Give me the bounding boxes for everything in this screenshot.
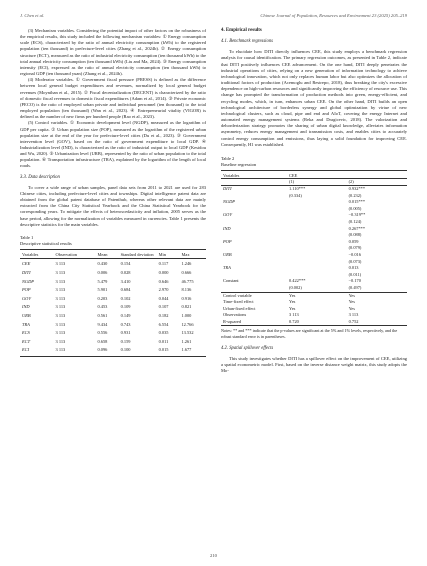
table1-cell: 3 113: [55, 321, 66, 327]
table2-cell: 0.267***: [348, 225, 366, 231]
table1-cell: 0.107: [158, 304, 169, 310]
table2-row: [221, 206, 407, 213]
table1-cell: NGDP: [22, 278, 34, 284]
table2-cell: [221, 245, 287, 252]
table2-cell: [287, 226, 347, 233]
table1-row: [20, 339, 206, 348]
table2-row: [221, 199, 407, 206]
table1-cell: 0.109: [120, 304, 131, 310]
table2-cell: 0.059: [348, 238, 359, 244]
table1-cell: 0.821: [181, 304, 192, 310]
table2-cell: [221, 193, 287, 200]
table2-cell: 0.932***: [348, 186, 366, 191]
table2-col1-header: (1): [287, 179, 347, 186]
table1-cell: 0.203: [97, 295, 108, 301]
table1-cell: 0.561: [97, 313, 108, 318]
table2-row: [221, 252, 407, 259]
table1-cell: 0.100: [120, 347, 131, 353]
table1-row: [20, 296, 206, 305]
table2-cell: [221, 206, 287, 213]
page-number: 210: [210, 553, 217, 558]
table2-cell: (0.079): [348, 245, 362, 251]
section-heading-4-2: 4.2. Spatial spillover effects: [221, 345, 274, 351]
table2-cell: (0.497): [348, 284, 362, 290]
table1-cell: 13.532: [181, 330, 194, 336]
table2-cell: DITI: [223, 186, 232, 191]
table2-baseline-regression: [221, 170, 407, 327]
table2-cell: [221, 219, 287, 226]
table1-header-cell: Observation: [54, 249, 96, 259]
table2-summary-cell: Yes: [289, 299, 296, 305]
table2-cell: [221, 232, 287, 239]
table2-summary-cell: 0.752: [348, 318, 359, 324]
table2-cell: IND: [223, 225, 231, 231]
table1-cell: 3 113: [55, 347, 66, 353]
table1-cell: 3 113: [55, 304, 66, 310]
table1-row: [20, 322, 206, 331]
table1-cell: 5.479: [97, 278, 108, 284]
table2-title: Baseline regression: [221, 161, 257, 167]
table1-cell: 0.096: [97, 347, 108, 353]
table2-blank-header: [221, 179, 287, 186]
table1-row: [20, 330, 206, 339]
table1-cell: 0.035: [158, 330, 169, 336]
table1-cell: 0.117: [158, 261, 169, 267]
table1-cell: 5.901: [97, 287, 108, 293]
table1-cell: 3 113: [55, 278, 66, 284]
table2-cell: [287, 265, 347, 272]
table2-cell: (0.232): [348, 192, 362, 198]
table1-cell: 1.677: [181, 347, 192, 353]
table1-label: Table 1: [20, 234, 34, 240]
table2-variables-header: Variables: [223, 172, 240, 178]
table2-cell: [287, 206, 347, 213]
table1-cell: 1.246: [181, 261, 192, 267]
table1-row: [20, 259, 206, 270]
table1-cell: 0.044: [158, 295, 169, 301]
table1-cell: 3 113: [55, 338, 66, 344]
table2-cell: −0.016: [348, 251, 361, 257]
paragraph-mechanism-variables: (3) Mechanism variables. Considering the potential impact of other factors on the robustness of the empirical results, this study included the following mechanism variables: ① Energy consumption scale (ECS), characterized by the ratio of annual electricity consumption (kWh) to the registered population (ten thousand) in prefecture-level cities (Zhang et al., 2024b). ② Energy consumption structure (ECT), measured as the ratio of industrial electricity consumption (ten thousand kWh) to the total annual electricity consumption (ten thousand kWh) (Liu and Ma, 2024). ③ Energy consumption intensity (ECI), expressed as the ratio of annual electricity consumption (ten thousand kWh) to regional GDP (ten thousand yuan) (Zhang et al., 2024b).: [20, 28, 206, 77]
table2-row: [221, 265, 407, 272]
table2-cell: TRA: [223, 265, 231, 271]
table1-cell: 0.666: [181, 270, 192, 276]
table1-cell: 3 113: [55, 313, 66, 318]
table2-row: [221, 239, 407, 246]
table2-cell: [287, 219, 347, 226]
table2-row: [221, 232, 407, 239]
table1-row: [20, 347, 206, 356]
table1-cell: 9.434: [97, 321, 108, 327]
table1-cell: 2.970: [158, 287, 169, 293]
table1-cell: 6.554: [158, 321, 169, 327]
table2-header-row: [221, 170, 407, 179]
table2-summary-row: [221, 319, 407, 326]
table2-row: [221, 272, 407, 279]
right-column: [221, 28, 407, 374]
paragraph-data-description: To cover a wide range of urban samples, panel data sets from 2011 to 2021 are used for 283 Chinese cities, including prefecture-level cities and townships. Digital intelligence patent data are obtained from the global patent database of Patenthub, whereas other relevant data are mainly extracted from the China City Statistical Yearbook and the China Statistical Yearbook for the corresponding years. To mitigate the effects of heteroscedasticity and inflation, 2005 serves as the base period, allowing for the normalization of variables measured in currencies. Table 1 presents the descriptive statistics for the main variables.: [20, 184, 206, 227]
table1-cell: 3 113: [55, 261, 66, 267]
table2-summary-cell: 0.720: [289, 318, 299, 324]
table2-cell: 0.013: [348, 265, 359, 271]
table2-summary-row: [221, 299, 407, 306]
table1-cell: IND: [22, 304, 30, 310]
table2-label: Table 2: [221, 155, 235, 161]
table2-summary-cell: Urban-fixed effect: [223, 305, 256, 311]
paragraph-control-variables: (5) Control variables. ① Economic development level (NGDP), measured as the logarithm of GDP per capita. ② Urban population size (POP), measured as the logarithm of the registered urban population size at the end of the year for prefecture-level cities (Du et al., 2023). ③ Government intervention level (GOV), based on the ratio of government expenditure to local GDP. ④ Industrialization level (IND), is characterized as the ratio of industrial output to local GDP (Kesidou and Wu, 2020). ⑤ Urbanization level (URB), represented by the ratio of urban population to the total population. ⑥ Transportation infrastructure (TRA), explained by the logarithm of the length of local roads.: [20, 120, 206, 169]
table1-cell: 0.006: [97, 270, 108, 276]
table1-row: [20, 304, 206, 313]
table2-row: [221, 278, 407, 285]
table1-cell: 0.931: [120, 330, 131, 336]
table2-cell: [287, 212, 347, 219]
table2-row: [221, 193, 407, 200]
table2-cell: [287, 272, 347, 279]
table1-cell: 46.775: [181, 278, 194, 284]
table1-header-cell: Min: [157, 249, 180, 259]
section-heading-4: 4. Empirical results: [221, 28, 262, 33]
table2-summary-cell: Yes: [348, 305, 355, 311]
table1-header-row: [20, 249, 206, 259]
table1-cell: 0.000: [158, 270, 169, 276]
table2-cell: [287, 239, 347, 246]
table1-cell: GOV: [22, 295, 32, 301]
table2-summary-cell: 3 113: [348, 312, 359, 318]
table2-cell: (0.002): [289, 284, 302, 290]
left-column: [20, 28, 206, 357]
table2-cell: [287, 259, 347, 266]
table1-cell: 0.743: [120, 321, 131, 327]
table1-cell: CEE: [22, 261, 31, 267]
table2-cell: [287, 232, 347, 239]
table2-row: [221, 245, 407, 252]
table1-cell: 0.028: [120, 270, 131, 276]
table1-cell: URB: [22, 313, 31, 318]
table2-cell: 0.015***: [348, 199, 366, 205]
table1-cell: 12.766: [181, 321, 194, 327]
table2-cell: GOV: [223, 212, 233, 218]
table1-descriptive-stats: [20, 249, 206, 357]
table1-cell: 0.011: [158, 338, 169, 344]
table1-cell: POP: [22, 287, 31, 293]
table2-summary-row: [221, 306, 407, 313]
table2-summary-row: [221, 292, 407, 299]
table2-row: [221, 226, 407, 233]
table1-cell: 3 113: [55, 287, 66, 293]
table1-header-cell: Max: [179, 249, 206, 259]
table1-cell: 0.102: [120, 295, 131, 301]
paragraph-spatial-spillover: This study investigates whether DITI has a spillover effect on the improvement of CEE, utilizing a spatial econometric model. First, based on the inverse distance weight matrix, this study adopts the Mo-: [221, 355, 407, 374]
section-heading-3-3: 3.3. Data description: [20, 174, 60, 180]
table2-cell: Constant: [223, 278, 239, 284]
table2-cell: −0.319**: [348, 212, 366, 218]
table2-summary-cell: Yes: [289, 305, 296, 311]
table1-cell: 1.000: [181, 313, 192, 318]
table1-cell: 0.015: [158, 347, 169, 353]
table2-cell: [287, 245, 347, 252]
table1-row: [20, 313, 206, 322]
table1-cell: 0.646: [158, 278, 169, 284]
table2-summary-cell: 3 113: [289, 312, 299, 318]
table1-cell: ECI: [22, 347, 30, 353]
table1-row: [20, 287, 206, 296]
table1-cell: 3 113: [55, 330, 66, 336]
table1-cell: 0.658: [97, 338, 108, 344]
table2-cee-header: CEE: [287, 170, 407, 179]
table1-row: [20, 270, 206, 279]
table2-cell: POP: [223, 238, 232, 244]
table2-caption: [221, 156, 407, 168]
table2-cell: [287, 199, 347, 206]
table1-title: Descriptive statistical results: [20, 240, 72, 246]
table1-cell: 0.684: [120, 287, 131, 293]
table2-summary-cell: Control variable: [221, 292, 287, 299]
table2-row: [221, 186, 407, 193]
table2-cell: [221, 285, 287, 292]
table2-cell: 1.110***: [289, 186, 306, 191]
table1-cell: 1.261: [181, 338, 192, 344]
header-journal: Chinese Journal of Population, Resources and Environment 23 (2025) 205–219: [260, 13, 407, 18]
table1-cell: 3 113: [55, 270, 66, 276]
table1-cell: 0.154: [120, 261, 131, 267]
table2-row: [221, 259, 407, 266]
table1-cell: 0.149: [120, 313, 131, 318]
table2-summary-cell: Yes: [287, 292, 347, 299]
table1-caption: [20, 235, 206, 247]
table2-cell: URB: [223, 251, 232, 257]
table1-cell: 8.136: [181, 287, 192, 293]
table1-cell: 3 113: [55, 295, 66, 301]
table2-cell: NGDP: [223, 199, 235, 205]
table2-note: Notes: ** and *** indicate that the p-values are significant at the 5% and 1% levels, respectively, and the robust standard error is in parentheses.: [221, 328, 398, 340]
table2-summary-cell: Observations: [223, 312, 247, 318]
table2-row: [221, 219, 407, 226]
section-heading-4-1: 4.1. Benchmark regressions: [221, 39, 273, 45]
table1-header-cell: Standard deviation: [119, 249, 157, 259]
table1-header-cell: Mean: [96, 249, 119, 259]
table2-cell: (0.088): [348, 232, 362, 238]
table2-cell: (0.334): [289, 192, 302, 198]
table2-cell: [221, 272, 287, 279]
header-authors: J. Chen et al.: [20, 13, 45, 18]
table1-cell: 0.159: [120, 338, 131, 344]
table2-cell: [221, 259, 287, 266]
table2-cell: [287, 252, 347, 259]
table1-cell: 0.453: [97, 304, 108, 310]
table2-cell: (0.005): [348, 205, 362, 211]
table2-cell: (0.011): [348, 271, 362, 277]
table1-row: [20, 279, 206, 288]
table2-cell: −0.170: [348, 278, 361, 284]
table2-summary-cell: Yes: [347, 292, 407, 299]
table1-cell: 0.556: [97, 330, 108, 336]
table2-summary-row: [221, 312, 407, 319]
table1-cell: ECT: [22, 338, 31, 344]
table1-cell: DITI: [22, 270, 31, 276]
table2-row: [221, 285, 407, 292]
table1-header-cell: Variables: [20, 249, 54, 259]
table2-row: [221, 212, 407, 219]
table2-cell: (0.073): [348, 258, 362, 264]
table2-summary-cell: Time-fixed effect: [223, 299, 254, 305]
table1-cell: TRA: [22, 321, 30, 327]
paragraph-benchmark: To elucidate how DITI directly influences CEE, this study employs a benchmark regression analysis for causal identification. The primary regression outcomes, as presented in Table 2, indicate that DITI positively influences CEE advancement. On the one hand, DITI deeply penetrates the industrial operations of cities, relying on a new generation of information technology to achieve technological innovation, which not only replaces human labor but also optimizes the allocation of traditional factors of production (Acemoglu and Restrepo, 2018), thus breaking the city's excessive dependence on high-carbon resources and significantly improving the efficiency of resource use. This change has prompted the transformation of production methods into green, energy-efficient, and recycling modes, which, in turn, enhances urban CEE. On the other hand, DITI builds an open technological architecture of borderless synergy and global optimization by virtue of new technological clusters, such as cloud, pipe and end and AIoT, covering the energy Internet and automated energy management systems (Reka and Dragicevic, 2018). The valorization and dehorderization strategy promotes the sharing of urban digital knowledge, alleviates information asymmetry, reduces energy management and transmission costs, and enables cities to accurately control energy consumption and emissions, thus laying a solid foundation for improving CEE. Consequently, H1 was established.: [221, 49, 407, 147]
table1-cell: 0.430: [97, 261, 108, 267]
table1-cell: ECS: [22, 330, 30, 336]
table1-cell: 0.182: [158, 313, 169, 318]
running-header: [20, 13, 407, 21]
table1-cell: 0.916: [181, 295, 192, 301]
table2-summary-cell: R-squared: [223, 318, 242, 324]
table2-cell: (0.124): [348, 218, 362, 224]
table2-col2-header: (2): [347, 179, 407, 186]
table1-cell: 3.410: [120, 278, 131, 284]
table2-subheader-row: [221, 179, 407, 186]
paragraph-moderator-variables: (4) Moderator variables. ① Government fiscal pressure (PRESS) is defined as the difference between local general budget expenditures and revenues, normalized by local general budget revenues (Moynihan et al., 2015). ② Fiscal decentralization (DECENT) is characterized by the ratio of domestic fiscal revenues to domestic fiscal expenditures (Adam et al., 2014). ③ Private economic (PECO) is the ratio of employed urban private and individual personnel (ten thousand) to the total employed population (ten thousand) (Wan et al., 2023). ④ Entrepreneurial vitality (VIGOR) is defined as the number of new firms per hundred people (Rao et al., 2023).: [20, 77, 206, 120]
table2-summary-cell: Yes: [348, 299, 355, 305]
table2-cell: 0.422***: [289, 278, 306, 284]
